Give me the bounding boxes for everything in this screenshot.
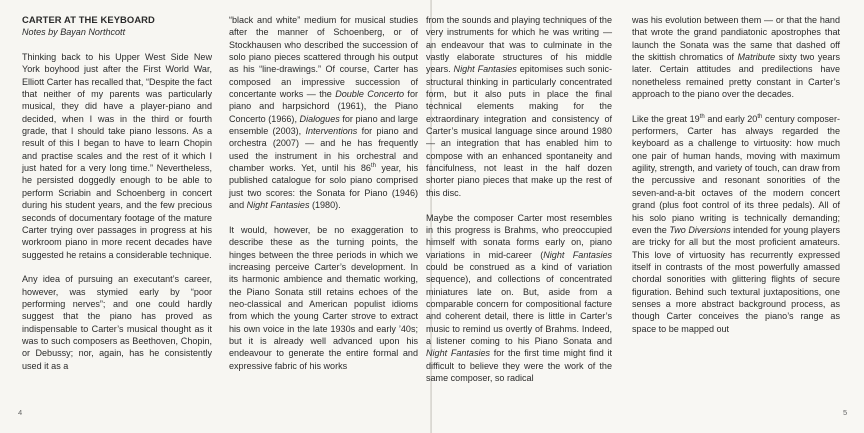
column-3: [426, 14, 612, 384]
article-title: CARTER AT THE KEYBOARD: [22, 14, 155, 25]
page-number-right: 5: [843, 408, 848, 417]
paragraph: Maybe the composer Carter most resembles in this progress is Brahms, who preoccupied himself with sonata forms early on, piano variations in mid-career (Night Fantasies could be construed as a kind of variation sequence), and collections of concentrated miniatures late on. But, aside from a comparable concern for compositional facture and coherent detail, there is little in Carter’s music to remind us overtly of Brahms. Indeed, a listener coming to his Piano Sonata and Night Fantasies for the first time might find it difficult to believe they were the work of the same composer, so radical: [426, 212, 613, 383]
paragraph: Any idea of pursuing an executant’s career, however, was stymied early by “poor performing nerves”; and one could hardly suggest that the piano has proved as indispensable to Carter’s musical thought as it was to such composers as Beethoven, Chopin, or Debussy; nor, again, has he consistently used it as a: [22, 274, 212, 371]
paragraph: “black and white” medium for musical studies after the manner of Schoenberg, or of Stockhausen who described the succession of solo piano pieces scattered through his output as his “line-drawings.” Of course, Carter has composed an impressive succession of concertante works — the Double Concerto for piano and harpsichord (1961), the Piano Concerto (1966), Dialogues for piano and large ensemble (2003), Interventions for piano and orchestra (2007) — and he has frequently used the instrument in his orchestral and chamber works. Yet, until his 86th year, his published catalogue for solo piano comprised just two scores: the Sonata for Piano (1946) and Night Fantasies (1980).: [229, 15, 418, 211]
column-4: [632, 14, 840, 335]
paragraph: from the sounds and playing techniques of the very instruments for which he was writing — an endeavour that was to culminate in the vastly elaborate structures of his middle years. Night Fantasies epitomises such sonic-structural thinking in particularly concentrated form, but it also puts in place the final technical elements making for the extraordinary integration and consistency of Carter’s musical language since around 1980 — an integration that has enabled him to compose with an enhanced spontaneity and fancifulness, not least in the half dozen shorter piano pieces that make up the rest of this disc.: [426, 15, 612, 198]
paragraph: was his evolution between them — or that the hand that wrote the grand pandiatonic apostrophes that launch the Sonata was the same that dashed off the skittish chromatics of Matribute sixty two years later. Certain attitudes and predilections have nonetheless remained pretty constant in Carter’s approach to the piano over the decades.: [632, 15, 841, 100]
paragraph: It would, however, be no exaggeration to describe these as the turning points, the hinges between the three periods in which we increasing perceive Carter’s development. In its harmonic ambience and thematic working, the Piano Sonata still retains echoes of the neo-classical and American populist idioms from which the young Carter strove to extract his own voice in the late 1930s and early ’40s; but it is already well advanced upon his endeavour to generate the entire formal and expressive fabric of his works: [229, 224, 418, 371]
column-2: [229, 14, 418, 372]
paragraph: Like the great 19th and early 20th century composer-performers, Carter has always regarded the keyboard as a challenge to virtuosity: how much one pair of human hands, moving with maximum agility, strength, and variety of touch, can draw from the percussive and resonant sonorities of the seven-and-a-bit octaves of the modern concert grand (plus foot control of its three pedals). All of his solo piano writing is technically demanding; even the Two Diversions intended for young players are tricky for all but the most proficient amateurs. This love of virtuosity has recurrently expressed itself in contrasts of the most powerfully amassed chordal sonorities with glittering flights of secure figuration. Behind such textural juxtapositions, one senses a more abstract background process, as though Carter conceives the piano’s range as space to be mapped out: [632, 113, 840, 334]
paragraph: Thinking back to his Upper West Side New York boyhood just after the First World War, Elliott Carter has recalled that, “Despite the fact that neither of my parents was particularly musical, they did have a player-piano and decided, when I was in the third or fourth grade, that I should take piano lessons. As a result of this I began to have to learn Chopin and practise scales and the rest of it which I just hated for a very long time.” Nevertheless, he persisted doggedly enough to be able to perform Scriabin and Schoenberg in concert during his student years, and the few precious seconds of documentary footage of the mature Carter trying over passages in progress at his workroom piano in more recent decades have suggested he retains a considerable technique.: [22, 52, 212, 260]
page-number-left: 4: [18, 408, 23, 417]
column-1: [22, 14, 212, 372]
article-byline: Notes by Bayan Northcott: [22, 27, 126, 38]
